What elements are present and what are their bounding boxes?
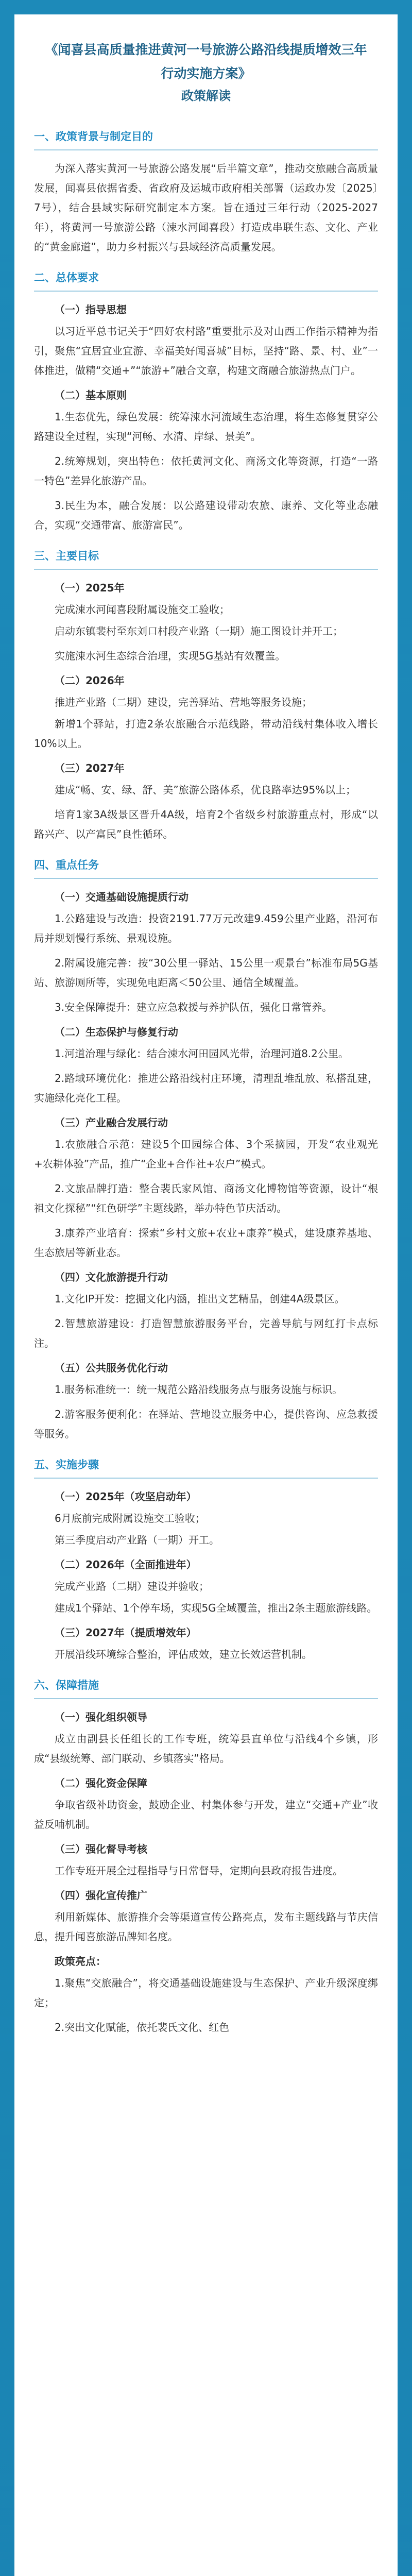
section-heading: 五、实施步骤 [34,1459,99,1471]
section-divider [34,1698,378,1699]
paragraph: 完成产业路（二期）建设并验收； [55,1580,209,1592]
section-divider [34,1478,378,1479]
document-subtitle: 政策解读 [181,88,231,103]
subsection-heading: （一）强化组织领导 [55,1711,147,1723]
paragraph: 2.路域环境优化：推进公路沿线村庄环境，清理乱堆乱放、私搭乱建，实施绿化亮化工程。 [34,1072,378,1104]
subsection-heading: （三）强化督导考核 [55,1843,147,1855]
policy-section [34,546,378,844]
section-heading: 一、政策背景与制定目的 [34,130,153,143]
paragraph: 实施涑水河生态综合治理，实现5G基站有效覆盖。 [55,650,286,662]
section-heading: 三、主要目标 [34,550,99,562]
paragraph: 利用新媒体、旅游推介会等渠道宣传公路亮点，发布主题线路与节庆信息，提升闻喜旅游品牌知名度。 [34,1911,378,1943]
paragraph: 建成“畅、安、绿、舒、美”旅游公路体系，优良路率达95%以上； [55,784,356,796]
paragraph: 1.农旅融合示范：建设5个田园综合体、3个采摘园，开发“农业观光+农耕体验”产品，推广“企业+合作社+农户”模式。 [34,1138,378,1170]
subsection-heading: （三）2027年（提质增效年） [55,1626,197,1639]
subsection-heading: （四）文化旅游提升行动 [55,1271,168,1283]
paragraph: 争取省级补助资金，鼓励企业、村集体参与开发，建立“交通+产业”收益反哺机制。 [34,1799,378,1831]
paragraph: 3.安全保障提升：建立应急救援与养护队伍，强化日常管养。 [55,1001,333,1013]
paragraph: 2.突出文化赋能，依托裴氏文化、红色 [55,2021,230,2033]
subsection-heading: （一）交通基础设施提质行动 [55,891,188,903]
paragraph: 1.公路建设与改造：投资2191.77万元改建9.459公里产业路，沿河布局并规划慢行系统、景观设施。 [34,912,378,944]
subsection-heading: （五）公共服务优化行动 [55,1362,168,1374]
section-divider [34,569,378,570]
section-heading: 二、总体要求 [34,272,99,284]
paragraph: 完成涑水河闻喜段附属设施交工验收； [55,603,230,616]
paragraph: 1.聚焦“交旅融合”，将交通基础设施建设与生态保护、产业升级深度绑定； [34,1977,378,2009]
paragraph: 2.统筹规划，突出特色：依托黄河文化、商汤文化等资源，打造“一路一特色”差异化旅游产品。 [34,455,378,487]
document-title: 《闻喜县高质量推进黄河一号旅游公路沿线提质增效三年行动实施方案》 [45,42,367,81]
paragraph: 工作专班开展全过程指导与日常督导，定期向县政府报告进度。 [55,1865,343,1877]
subsection-heading: （四）强化宣传推广 [55,1889,147,1902]
subsection-heading: （二）2026年（全面推进年） [55,1558,197,1571]
section-divider [34,878,378,879]
paragraph: 3.康养产业培育：探索“乡村文旅+农业+康养”模式，建设康养基地、生态旅居等新业态。 [34,1227,378,1259]
paragraph: 2.文旅品牌打造：整合裴氏家风馆、商汤文化博物馆等资源，设计“根祖文化探秘”“红色研学”主题线路，举办特色节庆活动。 [34,1182,378,1214]
subsection-heading: （一）2025年 [55,582,125,594]
paragraph: 开展沿线环境综合整治，评估成效，建立长效运营机制。 [55,1648,312,1660]
policy-section [34,127,378,257]
paragraph: 启动东镇裴村至东刘口村段产业路（一期）施工图设计并开工； [55,625,343,637]
section-heading: 六、保障措施 [34,1679,99,1691]
subsection-heading: （一）2025年（攻坚启动年） [55,1490,197,1503]
paragraph: 2.附属设施完善：按“30公里一驿站、15公里一观景台”标准布局5G基站、旅游厕所等，实现免电距离＜50公里、通信全域覆盖。 [34,957,378,989]
subsection-heading: （二）2026年 [55,674,125,687]
paragraph: 2.智慧旅游建设：打造智慧旅游服务平台，完善导航与网红打卡点标注。 [34,1317,378,1349]
paragraph: 培育1家3A级景区晋升4A级，培育2个省级乡村旅游重点村，形成“以路兴产、以产富民”良性循环。 [34,808,378,840]
subsection-heading: （二）基本原则 [55,389,127,401]
document-card [14,14,398,2576]
policy-section [34,1675,378,2037]
subsection-heading: （二）强化资金保障 [55,1777,147,1789]
paragraph: 以习近平总书记关于“四好农村路”重要批示及对山西工作指示精神为指引，聚焦“宜居宜业宜游、幸福美好闻喜城”目标，坚持“路、景、村、业”一体推进，做精“交通+”“旅游+”融合文章，构建文商融合旅游热点门户。 [34,325,378,377]
policy-section [34,1455,378,1664]
paragraph: 1.服务标准统一：统一规范公路沿线服务点与服务设施与标识。 [55,1383,343,1396]
paragraph: 第三季度启动产业路（一期）开工。 [55,1534,219,1546]
subsection-heading: 政策亮点： [55,1955,106,1968]
paragraph: 为深入落实黄河一号旅游公路发展“后半篇文章”，推动交旅融合高质量发展，闻喜县依据省委、省政府及运城市政府相关部署（运政办发〔2025〕7号），结合县域实际研究制定本方案。旨在通过三年行动（2025-2027年），将黄河一号旅游公路（涑水河闻喜段）打造成串联生态、文化、产业的“黄金廊道”，助力乡村振兴与县域经济高质量发展。 [34,162,378,253]
policy-section [34,855,378,1444]
section-divider [34,291,378,292]
paragraph: 2.游客服务便利化：在驿站、营地设立服务中心，提供咨询、应急救援等服务。 [34,1408,378,1440]
subsection-heading: （三）产业融合发展行动 [55,1116,168,1129]
paragraph: 建成1个驿站、1个停车场，实现5G全域覆盖，推出2条主题旅游线路。 [55,1602,377,1614]
document-body [14,127,398,2037]
subsection-heading: （二）生态保护与修复行动 [55,1026,178,1038]
subsection-heading: （三）2027年 [55,762,125,774]
section-divider [34,149,378,150]
section-heading: 四、重点任务 [34,859,99,871]
paragraph: 新增1个驿站，打造2条农旅融合示范线路，带动沿线村集体收入增长10%以上。 [34,718,378,750]
paragraph: 1.河道治理与绿化：结合涑水河田园风光带，治理河道8.2公里。 [55,1047,349,1060]
policy-section [34,268,378,535]
paragraph: 6月底前完成附属设施交工验收； [55,1512,205,1524]
paragraph: 1.生态优先，绿色发展：统筹涑水河流域生态治理，将生态修复贯穿公路建设全过程，实现“河畅、水清、岸绿、景美”。 [34,411,378,443]
subsection-heading: （一）指导思想 [55,303,127,316]
paragraph: 成立由副县长任组长的工作专班，统筹县直单位与沿线4个乡镇，形成“县级统筹、部门联动、乡镇落实”格局。 [34,1733,378,1765]
paragraph: 1.文化IP开发：挖掘文化内涵，推出文艺精品，创建4A级景区。 [55,1293,345,1305]
paragraph: 推进产业路（二期）建设，完善驿站、营地等服务设施； [55,696,312,708]
paragraph: 3.民生为本，融合发展：以公路建设带动农旅、康养、文化等业态融合，实现“交通带富、旅游富民”。 [34,499,378,531]
